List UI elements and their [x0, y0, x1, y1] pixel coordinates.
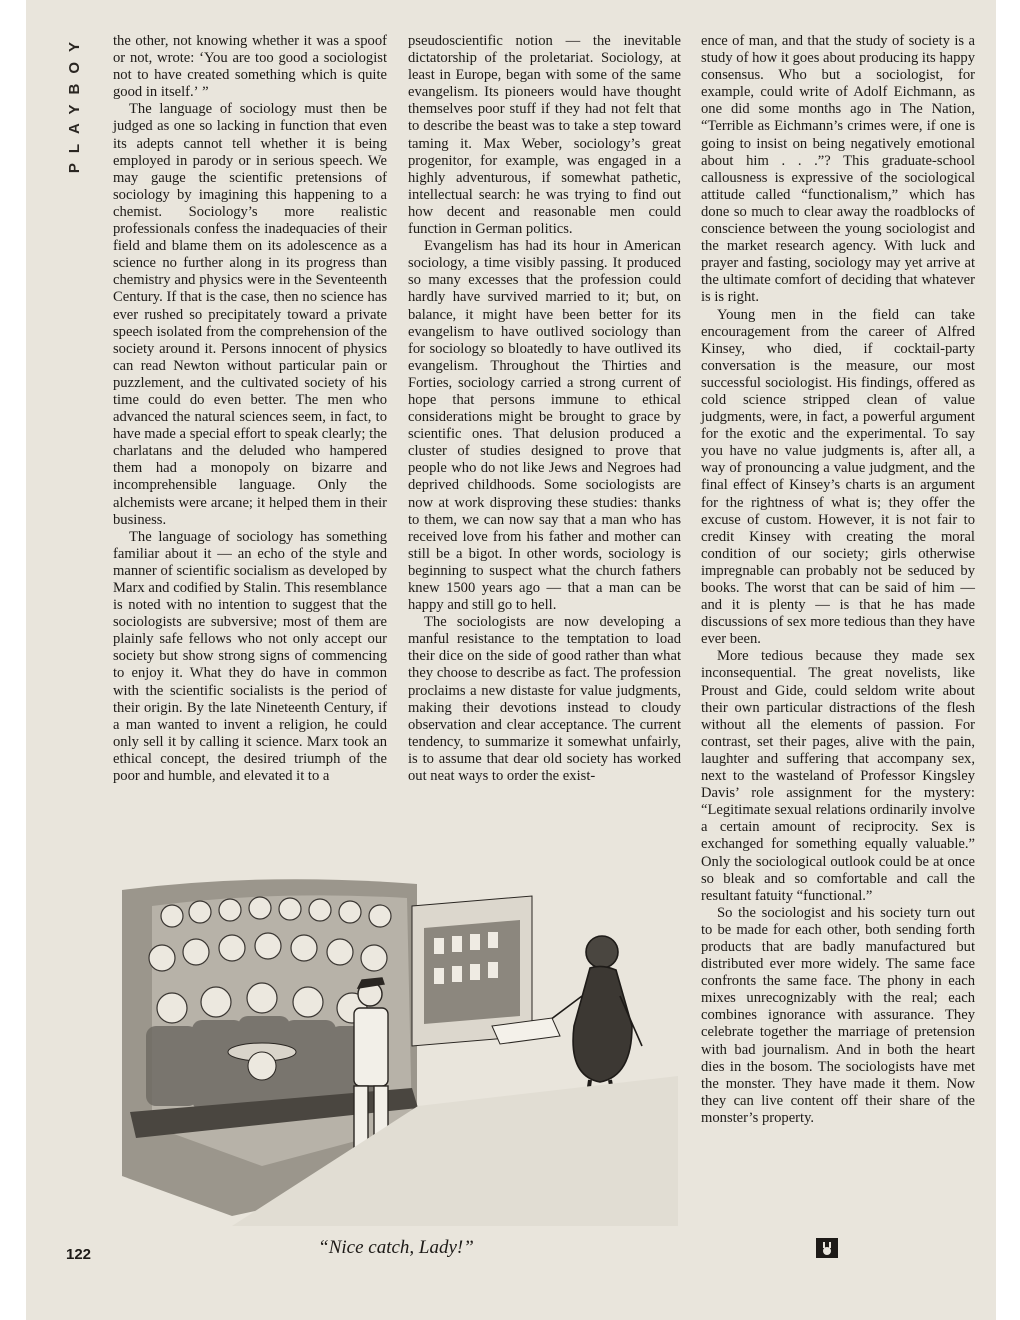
paragraph: The language of sociology must then be judged as one so lacking in function that even its adepts cannot tell whether it is being employed in parody or in serious speech. We may gauge the scientific pretensions of sociology by imagining this happening to a chemist. Sociology’s more realistic professionals confess the inadequacies of their field and blame them on its adolescence as a science no further along in its progress than chemistry and physics were in the Seventeenth Century. If that is the case, then no science has ever rushed so precipitately toward a private speech isolated from the comprehension of the society around it. Persons innocent of physics can read Newton without particular pain or puzzlement, and the cultivated society of his time could do even better. The men who advanced the natural sciences seem, in fact, to have made a special effort to speak clearly; the charlatans and the deluded who hampered them had a monopoly on bizarre and incomprehensible language. Only the alchemists were arcane; it helped them in their business. — [113, 101, 387, 528]
rabbit-head-endmark-icon — [816, 1238, 838, 1258]
text-column-2 — [408, 33, 681, 785]
paragraph: ence of man, and that the study of society is a study of how it goes about producing its happy consensus. Who but a sociologist, for example, could write of Adolf Eichmann, as one did some months ago in The Nation, “Terrible as Eichmann’s crimes were, if one is going to insist on being negatively emotional about him . . .”? This graduate-school callousness is expressive of the sociological attitude called “functionalism,” which has done so much to clear away the roadblocks of conscience between the young sociologist and the market research agency. With luck and prayer and fasting, sociology may yet arrive at the ultimate comfort of deciding that whatever is is right. — [701, 33, 976, 306]
magazine-page — [26, 0, 996, 1320]
cartoon-caption: “Nice catch, Lady!” — [318, 1237, 474, 1258]
paragraph: the other, not knowing whether it was a spoof or not, wrote: ‘You are too good a sociologist not to have created something which is quite good in itself.’ ” — [113, 33, 387, 101]
paragraph: So the sociologist and his society turn out to be made for each other, both sending forth products that are badly manufactured but distributed ever more widely. The same face confronts the same face. The phony in each mixes unrecognizably with the real; each combines ignorance with assurance. They celebrate together the marriage of pretension with bad journalism. And in both the heart dies in the bosom. The sociologists have met the monster. They have made it them. Now they can live content off their share of the monster’s property. — [701, 904, 975, 1126]
paragraph: The sociologists are now developing a manful resistance to the temptation to load their dice on the side of good rather than what they choose to describe as fact. The profession proclaims a new distaste for value judgments, making their devotions instead to cloudy observation and clear acceptance. The current tendency, to summarize it somewhat unfairly, is to assume that dear old society has worked out neat ways to order the exist- — [408, 614, 681, 785]
masthead: PLAYBOY — [66, 32, 83, 174]
paragraph: Young men in the field can take encouragement from the career of Alfred Kinsey, who died, if cocktail-party conversation is the measure, our most successful sociologist. His findings, offered as cold science stripped clean of value judgments, were, in fact, a powerful argument for the exotic and the experimental. To say you have no value judgments is, after all, a way of pronouncing a value judgment, and the final effect of Kinsey’s charts is an argument for the rightness of what is; they offer the excuse of custom. However, it is not fair to credit Kinsey with creating the moral condition of our society; girls otherwise impregnable can probably not be seduced by books. The worst that can be said of him — and it is plenty — is that he has made discussions of sex more tedious than they have ever been. — [701, 306, 975, 648]
paragraph: The language of sociology has something familiar about it — an echo of the style and manner of scientific socialism as developed by Marx and codified by Stalin. This resemblance is noted with no intention to suggest that the sociologists are subversive; most of them are plainly safe fellows who not only accept our society but show strong signs of commencing to enjoy it. What they do have in common with the scientific socialists is the period of their origin. By the late Nineteenth Century, if a man wanted to invent a religion, he could only sell it by calling it science. Marx took an ethical concept, the desired triumph of the poor and humble, and elevated it to a — [113, 528, 387, 785]
cartoon-illustration — [112, 876, 678, 1226]
text-column-3 — [701, 33, 975, 1127]
text-column-1 — [113, 33, 387, 785]
paragraph: Evangelism has had its hour in American sociology, a time visibly passing. It produced so many excesses that the profession could hardly have survived married to it; but, on balance, it might have been better for its evangelism to have outlived sociology than for sociology so bloatedly to have outlived its evangelism. Throughout the Thirties and Forties, sociology carried a strong current of hope that persons immune to ethical considerations might be brought to grace by scientific ones. That delusion produced a cluster of studies designed to prove that people who do not like Jews and Negroes had deprived childhoods. Some sociologists are now at work disproving these studies: thanks to them, we can now say that a man who has received love from his father and mother can still be a bigot. In other words, sociology is beginning to suspect what the church fathers knew 1500 years ago — that a man can be happy and still go to hell. — [408, 238, 681, 614]
paragraph: More tedious because they made sex inconsequential. The great novelists, like Proust and Gide, could seldom write about their own particular distractions of the flesh without all the elements of passion. For contrast, set their pages, alive with the pain, laughter and suffering that accompany sex, next to the wasteland of Professor Kingsley Davis’ role assignment for the mystery: “Legitimate sexual relations ordinarily involve a certain amount of reciprocity. Sex is exchanged for something equally valuable.” Only the sociological outlook could be at once so bleak and so comfortable and call the resultant fatuity “functional.” — [701, 648, 975, 904]
page-number: 122 — [66, 1246, 92, 1263]
paragraph: pseudoscientific notion — the inevitable dictatorship of the proletariat. Sociology, at least in Europe, began with some of the same evangelism. Its pioneers would have thought themselves poor stuff if they had not felt that to describe the beast was to take a step toward taming it. Max Weber, sociology’s great progenitor, for example, was engaged in a highly adventurous, if somewhat pathetic, intellectual search: he was trying to find out how decent and reasonable men could function in German politics. — [408, 33, 681, 238]
